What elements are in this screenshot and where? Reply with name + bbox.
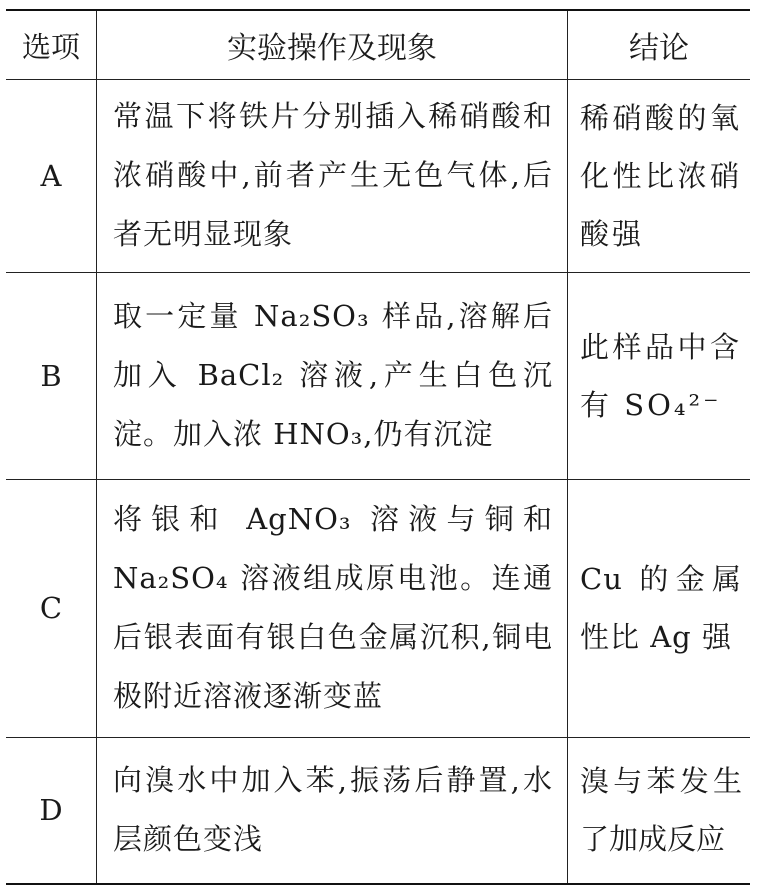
- row-operation: 取一定量 Na₂SO₃ 样品,溶解后加入 BaCl₂ 溶液,产生白色沉淀。加入浓 HNO₃,仍有沉淀: [113, 299, 553, 452]
- experiment-table: [6, 9, 750, 885]
- table-header-row: [6, 10, 750, 80]
- row-conclusion: Cu 的金属性比 Ag 强: [580, 562, 742, 655]
- row-option: B: [6, 272, 97, 479]
- row-option: D: [6, 737, 97, 884]
- table-row-c: [6, 480, 750, 738]
- header-operation: 实验操作及现象: [97, 10, 568, 80]
- row-conclusion: 此样品中含有 SO₄²⁻: [580, 329, 742, 422]
- row-operation: 常温下将铁片分别插入稀硝酸和浓硝酸中,前者产生无色气体,后者无明显现象: [113, 99, 553, 252]
- header-conclusion: 结论: [568, 10, 751, 80]
- table-row-b: [6, 272, 750, 479]
- row-operation: 向溴水中加入苯,振荡后静置,水层颜色变浅: [113, 763, 553, 857]
- row-conclusion: 溴与苯发生了加成反应: [580, 764, 742, 857]
- row-option: A: [6, 80, 97, 272]
- header-option: 选项: [6, 10, 97, 80]
- row-conclusion: 稀硝酸的氧化性比浓硝酸强: [580, 100, 742, 251]
- row-option: C: [6, 480, 97, 738]
- table-row-d: [6, 737, 750, 884]
- table-row-a: [6, 80, 750, 272]
- row-operation: 将银和 AgNO₃ 溶液与铜和 Na₂SO₄ 溶液组成原电池。连通后银表面有银白色金属沉积,铜电极附近溶液逐渐变蓝: [113, 502, 553, 714]
